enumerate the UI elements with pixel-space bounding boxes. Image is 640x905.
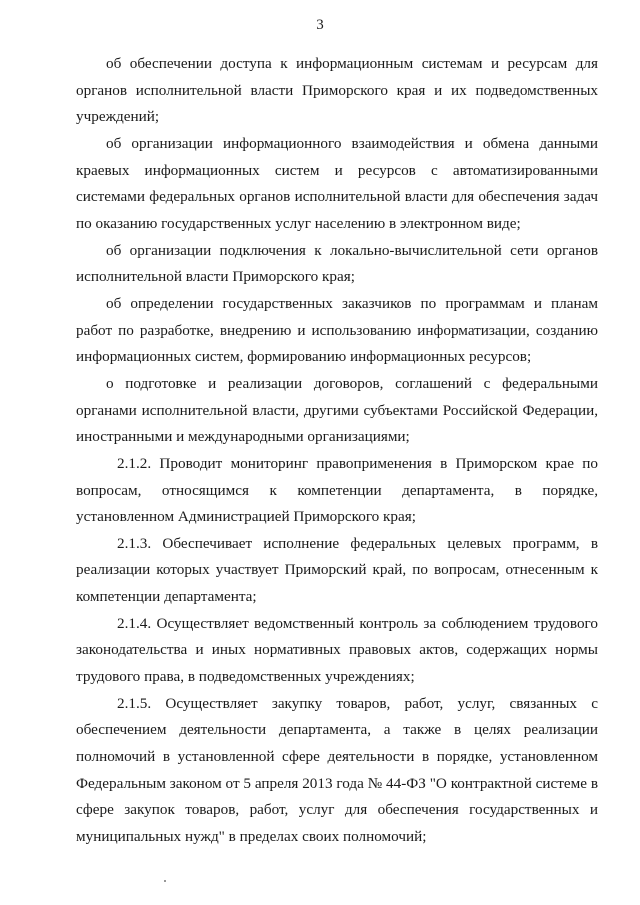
- page-number: 3: [316, 17, 324, 33]
- paragraph-network-connection: об организации подключения к локально-вычислительной сети органов исполнительной власти Приморского края;: [76, 241, 598, 286]
- clause-2-1-3: 2.1.3. Обеспечивает исполнение федеральных целевых программ, в реализации которых участвует Приморский край, по вопросам, отнесенным к компетенции департамента;: [76, 534, 598, 606]
- document-body: [76, 51, 598, 851]
- paragraph-state-customers: об определении государственных заказчиков по программам и планам работ по разработке, внедрению и использованию информатизации, созданию информационных систем, формированию информационных ресурсов;: [76, 294, 598, 366]
- paragraph-access-info-systems: об обеспечении доступа к информационным системам и ресурсам для органов исполнительной власти Приморского края и их подведомственных учреждений;: [76, 55, 598, 126]
- paragraph-info-interaction: об организации информационного взаимодействия и обмена данными краевых информационных систем и ресурсов с автоматизированными системами федеральных органов исполнительной власти для обеспечения задач по оказанию государственных услуг населению в электронном виде;: [76, 134, 598, 232]
- paragraph-agreements: о подготовке и реализации договоров, соглашений с федеральными органами исполнительной власти, другими субъектами Российской Федерации, иностранными и международными организациями;: [76, 374, 598, 446]
- clause-2-1-4: 2.1.4. Осуществляет ведомственный контроль за соблюдением трудового законодательства и иных нормативных правовых актов, содержащих нормы трудового права, в подведомственных учреждениях;: [76, 614, 598, 686]
- clause-2-1-2: 2.1.2. Проводит мониторинг правоприменения в Приморском крае по вопросам, относящимся к компетенции департамента, в порядке, установленном Администрацией Приморского края;: [76, 454, 598, 526]
- clause-2-1-5: 2.1.5. Осуществляет закупку товаров, работ, услуг, связанных с обеспечением деятельности департамента, а также в целях реализации полномочий в установленной сфере деятельности в порядке, установленном Федеральным законом от 5 апреля 2013 года № 44-ФЗ "О контрактной системе в сфере закупок товаров, работ, услуг для обеспечения государственных и муниципальных нужд" в пределах своих полномочий;: [76, 694, 598, 846]
- scan-artifact-dot: [164, 880, 166, 882]
